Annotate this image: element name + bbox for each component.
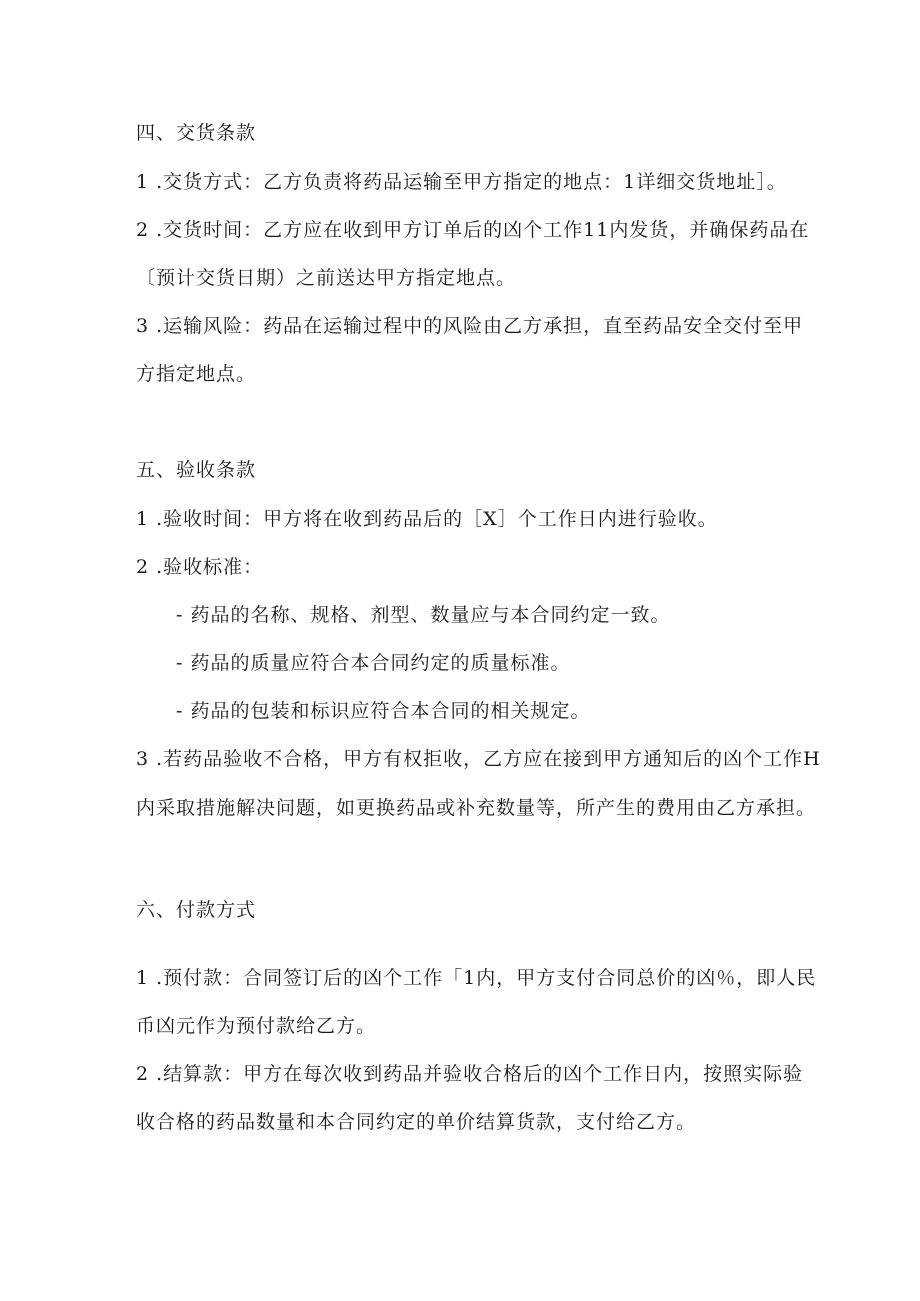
bullet-item: - 药品的名称、规格、剂型、数量应与本合同约定一致。 [176,604,671,626]
paragraph-line: 方指定地点。 [136,363,257,385]
bullet-item: - 药品的质量应符合本合同约定的质量标准。 [176,652,571,674]
paragraph-line: 2 .交货时间：乙方应在收到甲方订单后的凶个工作11内发货，并确保药品在 [136,219,810,241]
paragraph-line: 1 .验收时间：甲方将在收到药品后的［X］个工作日内进行验收。 [136,508,718,530]
paragraph-line: 〔预计交货日期）之前送达甲方指定地点。 [136,267,517,289]
section-heading-payment: 六、付款方式 [136,899,257,921]
paragraph-line: 1 .预付款：合同签订后的凶个工作「1内，甲方支付合同总价的凶％，即人民 [136,967,817,989]
paragraph-line: 2 .结算款：甲方在每次收到药品并验收合格后的凶个工作日内，按照实际验 [136,1063,804,1085]
section-heading-delivery: 四、交货条款 [136,122,257,144]
paragraph-line: 币凶元作为预付款给乙方。 [136,1015,377,1037]
paragraph-line: 内采取措施解决问题，如更换药品或补充数量等，所产生的费用由乙方承担。 [136,797,817,819]
paragraph-line: 2 .验收标准： [136,556,264,578]
section-heading-acceptance: 五、验收条款 [136,459,257,481]
paragraph-line: 收合格的药品数量和本合同约定的单价结算货款，支付给乙方。 [136,1111,697,1133]
paragraph-line: 1 .交货方式：乙方负责将药品运输至甲方指定的地点：1详细交货地址］。 [136,171,787,193]
paragraph-line: 3 .若药品验收不合格，甲方有权拒收，乙方应在接到甲方通知后的凶个工作H [136,748,821,770]
paragraph-line: 3 .运输风险：药品在运输过程中的风险由乙方承担，直至药品安全交付至甲 [136,315,804,337]
bullet-item: - 药品的包装和标识应符合本合同的相关规定。 [176,700,591,722]
